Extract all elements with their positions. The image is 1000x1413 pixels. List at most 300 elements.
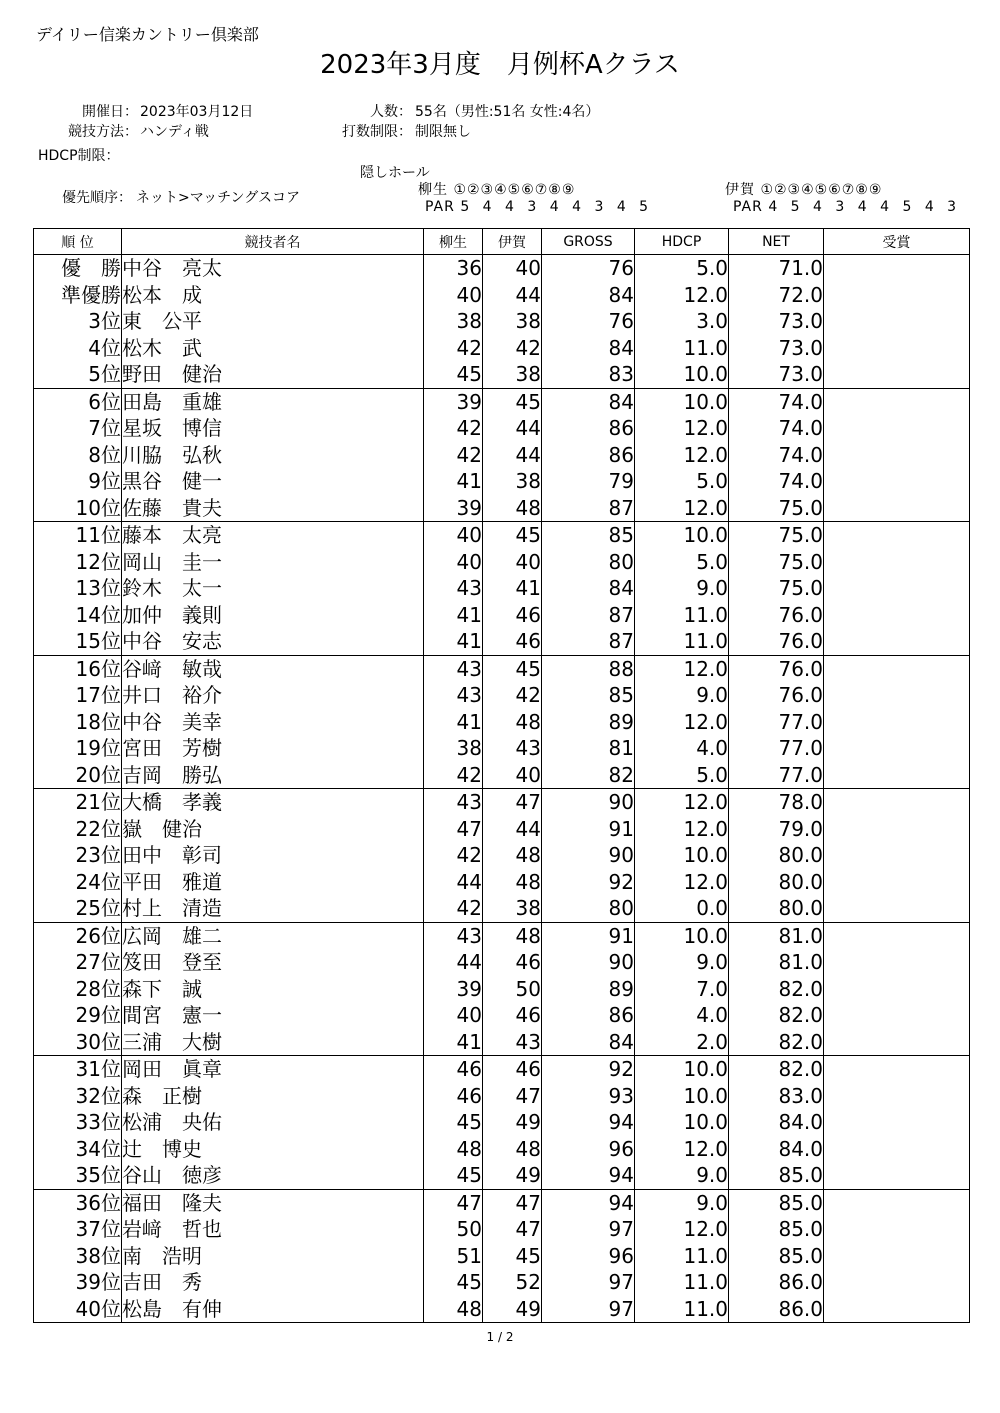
gross-cell: 80 bbox=[542, 549, 635, 576]
course1-name: 柳生 bbox=[418, 182, 448, 198]
award-cell bbox=[824, 789, 970, 816]
header-net: NET bbox=[729, 229, 824, 255]
gross-cell: 76 bbox=[542, 255, 635, 282]
table-row bbox=[34, 655, 970, 682]
net-cell: 77.0 bbox=[729, 709, 824, 736]
table-row bbox=[34, 789, 970, 816]
course1-score-cell: 40 bbox=[424, 1002, 483, 1029]
gross-cell: 81 bbox=[542, 735, 635, 762]
course2-score-cell: 40 bbox=[483, 549, 542, 576]
player-name-cell: 中谷 安志 bbox=[122, 628, 424, 655]
gross-cell: 93 bbox=[542, 1083, 635, 1110]
net-cell: 79.0 bbox=[729, 816, 824, 843]
award-cell bbox=[824, 575, 970, 602]
player-name-cell: 中谷 亮太 bbox=[122, 255, 424, 282]
rank-cell: 8位 bbox=[34, 442, 122, 469]
course1-score-cell: 50 bbox=[424, 1216, 483, 1243]
hdcp-cell: 12.0 bbox=[635, 1216, 729, 1243]
hdcp-cell: 11.0 bbox=[635, 1296, 729, 1323]
course1-score-cell: 45 bbox=[424, 1162, 483, 1189]
award-cell bbox=[824, 602, 970, 629]
gross-cell: 84 bbox=[542, 335, 635, 362]
award-cell bbox=[824, 869, 970, 896]
player-name-cell: 宮田 芳樹 bbox=[122, 735, 424, 762]
hdcp-cell: 4.0 bbox=[635, 1002, 729, 1029]
rank-cell: 38位 bbox=[34, 1243, 122, 1270]
player-name-cell: 森下 誠 bbox=[122, 976, 424, 1003]
course2-score-cell: 46 bbox=[483, 949, 542, 976]
hdcp-cell: 10.0 bbox=[635, 1109, 729, 1136]
hdcp-cell: 10.0 bbox=[635, 522, 729, 549]
course1-par-values: 5 4 4 3 4 4 3 4 5 bbox=[460, 199, 650, 215]
table-row bbox=[34, 922, 970, 949]
player-name-cell: 岡田 眞章 bbox=[122, 1056, 424, 1083]
table-row bbox=[34, 495, 970, 522]
gross-cell: 86 bbox=[542, 442, 635, 469]
award-cell bbox=[824, 549, 970, 576]
net-cell: 77.0 bbox=[729, 762, 824, 789]
course2-score-cell: 42 bbox=[483, 335, 542, 362]
award-cell bbox=[824, 895, 970, 922]
gross-cell: 84 bbox=[542, 1029, 635, 1056]
gross-cell: 92 bbox=[542, 869, 635, 896]
date-label: 開催日： bbox=[82, 104, 138, 120]
course1-score-cell: 36 bbox=[424, 255, 483, 282]
course1-score-cell: 44 bbox=[424, 869, 483, 896]
player-name-cell: 吉岡 勝弘 bbox=[122, 762, 424, 789]
course2-score-cell: 42 bbox=[483, 682, 542, 709]
hdcp-cell: 12.0 bbox=[635, 1136, 729, 1163]
player-name-cell: 森 正樹 bbox=[122, 1083, 424, 1110]
award-cell bbox=[824, 976, 970, 1003]
gross-cell: 89 bbox=[542, 709, 635, 736]
gross-cell: 94 bbox=[542, 1109, 635, 1136]
header-award: 受賞 bbox=[824, 229, 970, 255]
rank-cell: 10位 bbox=[34, 495, 122, 522]
course2-name: 伊賀 bbox=[725, 182, 755, 198]
rank-cell: 準優勝 bbox=[34, 282, 122, 309]
table-row bbox=[34, 361, 970, 388]
gross-cell: 89 bbox=[542, 976, 635, 1003]
net-cell: 82.0 bbox=[729, 1056, 824, 1083]
net-cell: 86.0 bbox=[729, 1269, 824, 1296]
header-course2: 伊賀 bbox=[483, 229, 542, 255]
table-row bbox=[34, 1189, 970, 1216]
course1-score-cell: 47 bbox=[424, 816, 483, 843]
course2-pars bbox=[733, 199, 957, 215]
table-row bbox=[34, 549, 970, 576]
hdcp-cell: 11.0 bbox=[635, 1243, 729, 1270]
course1-score-cell: 42 bbox=[424, 842, 483, 869]
hdcp-cell: 5.0 bbox=[635, 549, 729, 576]
course1-hole-numbers: ①②③④⑤⑥⑦⑧⑨ bbox=[453, 182, 576, 198]
rank-cell: 優 勝 bbox=[34, 255, 122, 282]
player-name-cell: 福田 隆夫 bbox=[122, 1189, 424, 1216]
rank-cell: 13位 bbox=[34, 575, 122, 602]
course2-score-cell: 38 bbox=[483, 308, 542, 335]
course1-score-cell: 38 bbox=[424, 735, 483, 762]
table-row bbox=[34, 575, 970, 602]
table-row bbox=[34, 442, 970, 469]
award-cell bbox=[824, 1136, 970, 1163]
table-row bbox=[34, 949, 970, 976]
hdcp-cell: 9.0 bbox=[635, 1189, 729, 1216]
player-name-cell: 間宮 憲一 bbox=[122, 1002, 424, 1029]
rank-cell: 11位 bbox=[34, 522, 122, 549]
player-name-cell: 大橋 孝義 bbox=[122, 789, 424, 816]
hdcp-cell: 0.0 bbox=[635, 895, 729, 922]
table-row bbox=[34, 388, 970, 415]
player-name-cell: 松浦 央佑 bbox=[122, 1109, 424, 1136]
course2-score-cell: 44 bbox=[483, 415, 542, 442]
hdcp-cell: 5.0 bbox=[635, 255, 729, 282]
hdcp-cell: 2.0 bbox=[635, 1029, 729, 1056]
player-name-cell: 広岡 雄二 bbox=[122, 922, 424, 949]
net-cell: 74.0 bbox=[729, 468, 824, 495]
award-cell bbox=[824, 682, 970, 709]
net-cell: 74.0 bbox=[729, 442, 824, 469]
rank-cell: 6位 bbox=[34, 388, 122, 415]
priority-label: 優先順序： bbox=[62, 190, 132, 206]
player-name-cell: 平田 雅道 bbox=[122, 869, 424, 896]
course1-score-cell: 42 bbox=[424, 895, 483, 922]
table-row bbox=[34, 1083, 970, 1110]
player-name-cell: 三浦 大樹 bbox=[122, 1029, 424, 1056]
course2-score-cell: 43 bbox=[483, 1029, 542, 1056]
rank-cell: 25位 bbox=[34, 895, 122, 922]
award-cell bbox=[824, 282, 970, 309]
course1-score-cell: 39 bbox=[424, 976, 483, 1003]
hdcp-cell: 11.0 bbox=[635, 1269, 729, 1296]
hdcp-cell: 9.0 bbox=[635, 949, 729, 976]
hdcp-cell: 12.0 bbox=[635, 442, 729, 469]
course1-score-cell: 40 bbox=[424, 522, 483, 549]
course1-score-cell: 41 bbox=[424, 468, 483, 495]
course2-score-cell: 41 bbox=[483, 575, 542, 602]
method-value: ハンディ戦 bbox=[140, 124, 209, 140]
table-row bbox=[34, 682, 970, 709]
award-cell bbox=[824, 709, 970, 736]
gross-cell: 92 bbox=[542, 1056, 635, 1083]
award-cell bbox=[824, 1056, 970, 1083]
course2-score-cell: 48 bbox=[483, 922, 542, 949]
table-row bbox=[34, 762, 970, 789]
results-table bbox=[33, 228, 970, 1323]
hdcp-cell: 11.0 bbox=[635, 335, 729, 362]
course2-score-cell: 45 bbox=[483, 655, 542, 682]
course1-score-cell: 43 bbox=[424, 682, 483, 709]
award-cell bbox=[824, 842, 970, 869]
net-cell: 73.0 bbox=[729, 308, 824, 335]
player-name-cell: 南 浩明 bbox=[122, 1243, 424, 1270]
player-name-cell: 岩﨑 哲也 bbox=[122, 1216, 424, 1243]
gross-cell: 94 bbox=[542, 1189, 635, 1216]
hdcp-cell: 12.0 bbox=[635, 415, 729, 442]
player-name-cell: 黒谷 健一 bbox=[122, 468, 424, 495]
hdcp-cell: 12.0 bbox=[635, 282, 729, 309]
course2-score-cell: 48 bbox=[483, 842, 542, 869]
award-cell bbox=[824, 1189, 970, 1216]
award-cell bbox=[824, 495, 970, 522]
net-cell: 82.0 bbox=[729, 976, 824, 1003]
course1-pars bbox=[425, 199, 649, 215]
net-cell: 75.0 bbox=[729, 495, 824, 522]
award-cell bbox=[824, 361, 970, 388]
course2-score-cell: 47 bbox=[483, 1189, 542, 1216]
hdcp-cell: 11.0 bbox=[635, 628, 729, 655]
net-cell: 81.0 bbox=[729, 949, 824, 976]
course1-score-cell: 39 bbox=[424, 495, 483, 522]
rank-cell: 7位 bbox=[34, 415, 122, 442]
hdcp-cell: 11.0 bbox=[635, 602, 729, 629]
course1-score-cell: 41 bbox=[424, 602, 483, 629]
course1-score-cell: 43 bbox=[424, 789, 483, 816]
method-label: 競技方法： bbox=[68, 124, 138, 140]
award-cell bbox=[824, 949, 970, 976]
course2-score-cell: 48 bbox=[483, 1136, 542, 1163]
table-row bbox=[34, 468, 970, 495]
hdcp-cell: 12.0 bbox=[635, 816, 729, 843]
course1-par-label: PAR bbox=[425, 199, 455, 215]
gross-cell: 91 bbox=[542, 816, 635, 843]
hdcp-cell: 12.0 bbox=[635, 709, 729, 736]
player-name-cell: 谷﨑 敏哉 bbox=[122, 655, 424, 682]
course2-score-cell: 38 bbox=[483, 361, 542, 388]
player-name-cell: 中谷 美幸 bbox=[122, 709, 424, 736]
course1-score-cell: 48 bbox=[424, 1296, 483, 1323]
award-cell bbox=[824, 762, 970, 789]
table-row bbox=[34, 709, 970, 736]
table-row bbox=[34, 1136, 970, 1163]
club-name: デイリー信楽カントリー倶楽部 bbox=[36, 25, 259, 44]
table-row bbox=[34, 1243, 970, 1270]
net-cell: 86.0 bbox=[729, 1296, 824, 1323]
gross-cell: 87 bbox=[542, 602, 635, 629]
net-cell: 80.0 bbox=[729, 842, 824, 869]
course2-score-cell: 43 bbox=[483, 735, 542, 762]
net-cell: 76.0 bbox=[729, 602, 824, 629]
course1-score-cell: 38 bbox=[424, 308, 483, 335]
award-cell bbox=[824, 415, 970, 442]
gross-cell: 91 bbox=[542, 922, 635, 949]
header-row bbox=[34, 229, 970, 255]
gross-cell: 84 bbox=[542, 575, 635, 602]
net-cell: 75.0 bbox=[729, 522, 824, 549]
player-name-cell: 川脇 弘秋 bbox=[122, 442, 424, 469]
net-cell: 73.0 bbox=[729, 335, 824, 362]
player-name-cell: 星坂 博信 bbox=[122, 415, 424, 442]
rank-cell: 23位 bbox=[34, 842, 122, 869]
gross-cell: 85 bbox=[542, 682, 635, 709]
course1-score-cell: 41 bbox=[424, 1029, 483, 1056]
rank-cell: 21位 bbox=[34, 789, 122, 816]
table-row bbox=[34, 816, 970, 843]
net-cell: 76.0 bbox=[729, 682, 824, 709]
course2-score-cell: 52 bbox=[483, 1269, 542, 1296]
gross-cell: 79 bbox=[542, 468, 635, 495]
net-cell: 84.0 bbox=[729, 1109, 824, 1136]
net-cell: 82.0 bbox=[729, 1029, 824, 1056]
header-gross: GROSS bbox=[542, 229, 635, 255]
rank-cell: 14位 bbox=[34, 602, 122, 629]
award-cell bbox=[824, 1162, 970, 1189]
gross-cell: 84 bbox=[542, 388, 635, 415]
player-name-cell: 鈴木 太一 bbox=[122, 575, 424, 602]
course2-score-cell: 50 bbox=[483, 976, 542, 1003]
gross-cell: 96 bbox=[542, 1243, 635, 1270]
award-cell bbox=[824, 735, 970, 762]
net-cell: 75.0 bbox=[729, 575, 824, 602]
rank-cell: 5位 bbox=[34, 361, 122, 388]
date-value: 2023年03月12日 bbox=[140, 104, 254, 120]
table-row bbox=[34, 602, 970, 629]
table-row bbox=[34, 255, 970, 282]
hdcp-cell: 4.0 bbox=[635, 735, 729, 762]
table-row bbox=[34, 1109, 970, 1136]
hdcp-cell: 10.0 bbox=[635, 361, 729, 388]
stroke-limit-label: 打数制限： bbox=[342, 124, 412, 140]
player-name-cell: 東 公平 bbox=[122, 308, 424, 335]
table-row bbox=[34, 735, 970, 762]
player-name-cell: 佐藤 貴夫 bbox=[122, 495, 424, 522]
player-name-cell: 加仲 義則 bbox=[122, 602, 424, 629]
stroke-limit-value: 制限無し bbox=[415, 124, 471, 140]
gross-cell: 97 bbox=[542, 1216, 635, 1243]
results-body bbox=[34, 255, 970, 1323]
player-name-cell: 松木 武 bbox=[122, 335, 424, 362]
rank-cell: 26位 bbox=[34, 922, 122, 949]
rank-cell: 12位 bbox=[34, 549, 122, 576]
course2-score-cell: 38 bbox=[483, 895, 542, 922]
hdcp-cell: 9.0 bbox=[635, 575, 729, 602]
hdcp-cell: 10.0 bbox=[635, 922, 729, 949]
hdcp-cell: 5.0 bbox=[635, 762, 729, 789]
gross-cell: 85 bbox=[542, 522, 635, 549]
net-cell: 80.0 bbox=[729, 895, 824, 922]
course1-score-cell: 42 bbox=[424, 335, 483, 362]
course1-score-cell: 40 bbox=[424, 549, 483, 576]
net-cell: 85.0 bbox=[729, 1162, 824, 1189]
gross-cell: 94 bbox=[542, 1162, 635, 1189]
gross-cell: 86 bbox=[542, 1002, 635, 1029]
course2-holes bbox=[725, 179, 882, 199]
award-cell bbox=[824, 255, 970, 282]
course1-score-cell: 41 bbox=[424, 709, 483, 736]
gross-cell: 86 bbox=[542, 415, 635, 442]
award-cell bbox=[824, 308, 970, 335]
course2-score-cell: 47 bbox=[483, 1083, 542, 1110]
table-row bbox=[34, 869, 970, 896]
rank-cell: 36位 bbox=[34, 1189, 122, 1216]
hdcp-cell: 10.0 bbox=[635, 842, 729, 869]
course2-score-cell: 45 bbox=[483, 388, 542, 415]
gross-cell: 84 bbox=[542, 282, 635, 309]
course1-score-cell: 46 bbox=[424, 1056, 483, 1083]
award-cell bbox=[824, 468, 970, 495]
course2-score-cell: 47 bbox=[483, 789, 542, 816]
course2-score-cell: 45 bbox=[483, 522, 542, 549]
gross-cell: 76 bbox=[542, 308, 635, 335]
course1-score-cell: 47 bbox=[424, 1189, 483, 1216]
rank-cell: 15位 bbox=[34, 628, 122, 655]
net-cell: 76.0 bbox=[729, 628, 824, 655]
course1-score-cell: 46 bbox=[424, 1083, 483, 1110]
course1-score-cell: 48 bbox=[424, 1136, 483, 1163]
course1-score-cell: 42 bbox=[424, 415, 483, 442]
gross-cell: 87 bbox=[542, 495, 635, 522]
course2-hole-numbers: ①②③④⑤⑥⑦⑧⑨ bbox=[760, 182, 883, 198]
hdcp-cell: 12.0 bbox=[635, 655, 729, 682]
player-name-cell: 野田 健治 bbox=[122, 361, 424, 388]
table-row bbox=[34, 1056, 970, 1083]
course1-score-cell: 40 bbox=[424, 282, 483, 309]
hdcp-cell: 3.0 bbox=[635, 308, 729, 335]
hdcp-cell: 12.0 bbox=[635, 869, 729, 896]
course2-score-cell: 44 bbox=[483, 442, 542, 469]
gross-cell: 82 bbox=[542, 762, 635, 789]
gross-cell: 96 bbox=[542, 1136, 635, 1163]
hdcp-cell: 9.0 bbox=[635, 1162, 729, 1189]
award-cell bbox=[824, 816, 970, 843]
gross-cell: 90 bbox=[542, 949, 635, 976]
table-row bbox=[34, 335, 970, 362]
course1-score-cell: 45 bbox=[424, 1269, 483, 1296]
table-row bbox=[34, 1216, 970, 1243]
table-row bbox=[34, 282, 970, 309]
course2-score-cell: 38 bbox=[483, 468, 542, 495]
player-name-cell: 辻 博史 bbox=[122, 1136, 424, 1163]
player-name-cell: 村上 清造 bbox=[122, 895, 424, 922]
header-hdcp: HDCP bbox=[635, 229, 729, 255]
hdcp-cell: 10.0 bbox=[635, 388, 729, 415]
player-name-cell: 井口 裕介 bbox=[122, 682, 424, 709]
rank-cell: 19位 bbox=[34, 735, 122, 762]
award-cell bbox=[824, 1029, 970, 1056]
course2-score-cell: 48 bbox=[483, 495, 542, 522]
priority-value: ネット>マッチングスコア bbox=[136, 190, 301, 206]
player-name-cell: 田中 彰司 bbox=[122, 842, 424, 869]
rank-cell: 30位 bbox=[34, 1029, 122, 1056]
net-cell: 83.0 bbox=[729, 1083, 824, 1110]
course1-score-cell: 43 bbox=[424, 922, 483, 949]
player-name-cell: 嶽 健治 bbox=[122, 816, 424, 843]
table-row bbox=[34, 1296, 970, 1323]
header-rank: 順 位 bbox=[34, 229, 122, 255]
net-cell: 85.0 bbox=[729, 1216, 824, 1243]
course1-score-cell: 51 bbox=[424, 1243, 483, 1270]
rank-cell: 18位 bbox=[34, 709, 122, 736]
players-label: 人数： bbox=[370, 104, 412, 120]
rank-cell: 35位 bbox=[34, 1162, 122, 1189]
gross-cell: 80 bbox=[542, 895, 635, 922]
course2-score-cell: 46 bbox=[483, 628, 542, 655]
table-row bbox=[34, 976, 970, 1003]
hidden-holes-label: 隠しホール bbox=[360, 165, 430, 181]
hdcp-cell: 10.0 bbox=[635, 1056, 729, 1083]
course1-score-cell: 43 bbox=[424, 655, 483, 682]
award-cell bbox=[824, 922, 970, 949]
award-cell bbox=[824, 522, 970, 549]
players-value: 55名（男性:51名 女性:4名） bbox=[415, 104, 600, 120]
course2-score-cell: 48 bbox=[483, 869, 542, 896]
rank-cell: 29位 bbox=[34, 1002, 122, 1029]
table-row bbox=[34, 895, 970, 922]
hdcp-cell: 12.0 bbox=[635, 495, 729, 522]
course2-score-cell: 46 bbox=[483, 602, 542, 629]
gross-cell: 87 bbox=[542, 628, 635, 655]
player-name-cell: 吉田 秀 bbox=[122, 1269, 424, 1296]
rank-cell: 3位 bbox=[34, 308, 122, 335]
